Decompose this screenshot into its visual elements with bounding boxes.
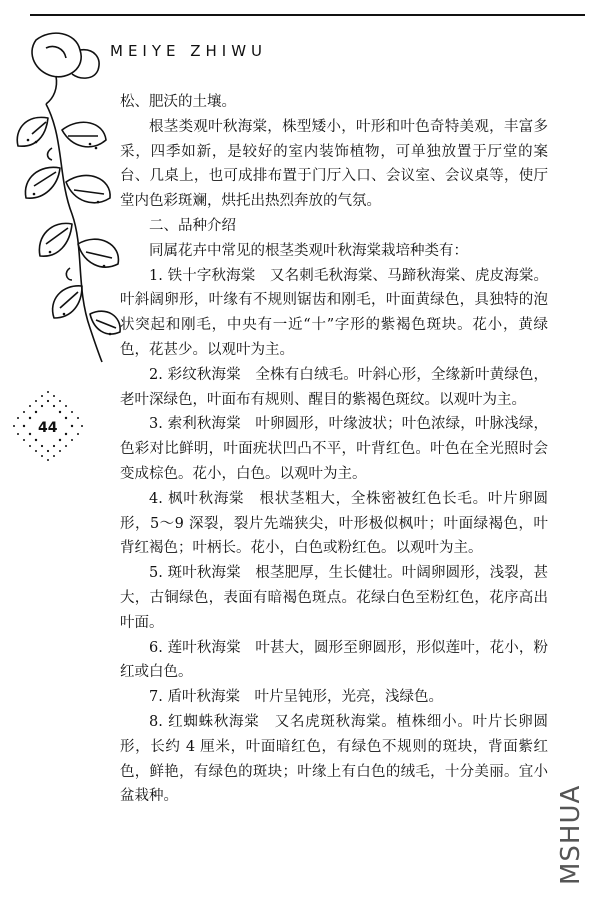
paragraph: 同属花卉中常见的根茎类观叶秋海棠栽培种类有： bbox=[149, 242, 468, 259]
vine-leaves-icon bbox=[6, 18, 124, 366]
list-item: 3. 索利秋海棠 叶卵圆形，叶缘波状；叶色浓绿，叶脉浅绿，色彩对比鲜明，叶面疣状凹凸不平，叶背红色。叶色在全光照时会变成棕色。花小，白色。以观叶为主。 bbox=[120, 416, 548, 482]
list-item: 1. 铁十字秋海棠 又名刺毛秋海棠、马蹄秋海棠、虎皮海棠。叶斜阔卵形，叶缘有不规则锯齿和刚毛，叶面黄绿色，具独特的泡状突起和刚毛，中央有一近“十”字形的紫褐色斑块。花小，黄绿色，花甚少。以观叶为主。 bbox=[120, 267, 548, 358]
list-item: 6. 莲叶秋海棠 叶甚大，圆形至卵圆形，形似莲叶，花小，粉红或白色。 bbox=[120, 639, 548, 681]
running-header: MEIYE ZHIWU bbox=[110, 42, 268, 60]
watermark: MSHUA bbox=[556, 784, 586, 885]
list-item: 5. 斑叶秋海棠 根茎肥厚，生长健壮。叶阔卵圆形，浅裂，甚大，古铜绿色，表面有暗褐色斑点。花绿白色至粉红色，花序高出叶面。 bbox=[120, 565, 548, 631]
header-rule bbox=[30, 14, 585, 16]
list-item: 4. 枫叶秋海棠 根状茎粗大，全株密被红色长毛。叶片卵圆形，5～9 深裂，裂片先端狭尖，叶形极似枫叶；叶面绿褐色，叶背红褐色；叶柄长。花小，白色或粉红色。以观叶为主。 bbox=[120, 490, 548, 557]
list-item: 8. 红蜘蛛秋海棠 又名虎斑秋海棠。植株细小。叶片长卵圆形，长约 4 厘米，叶面暗红色，有绿色不规则的斑块，背面紫红色，鲜艳，有绿色的斑块；叶缘上有白色的绒毛，十分美丽。宜小盆栽种。 bbox=[120, 713, 548, 805]
paragraph: 松、肥沃的土壤。 bbox=[120, 94, 236, 110]
body-text bbox=[120, 90, 548, 809]
list-item: 2. 彩纹秋海棠 全株有白绒毛。叶斜心形，全缘新叶黄绿色，老叶深绿色，叶面布有规则、醒目的紫褐色斑纹。以观叶为主。 bbox=[120, 366, 548, 408]
paragraph: 根茎类观叶秋海棠，株型矮小，叶形和叶色奇特美观，丰富多采，四季如新，是较好的室内装饰植物，可单独放置于厅堂的案台、几桌上，也可成排布置于门厅入口、会议室、会议桌等，使厅堂内色彩斑斓，烘托出热烈奔放的气氛。 bbox=[120, 118, 548, 210]
list-item: 7. 盾叶秋海棠 叶片呈钝形，光亮，浅绿色。 bbox=[149, 689, 443, 706]
section-heading: 二、品种介绍 bbox=[149, 217, 236, 234]
page-number: 44 bbox=[38, 420, 58, 436]
